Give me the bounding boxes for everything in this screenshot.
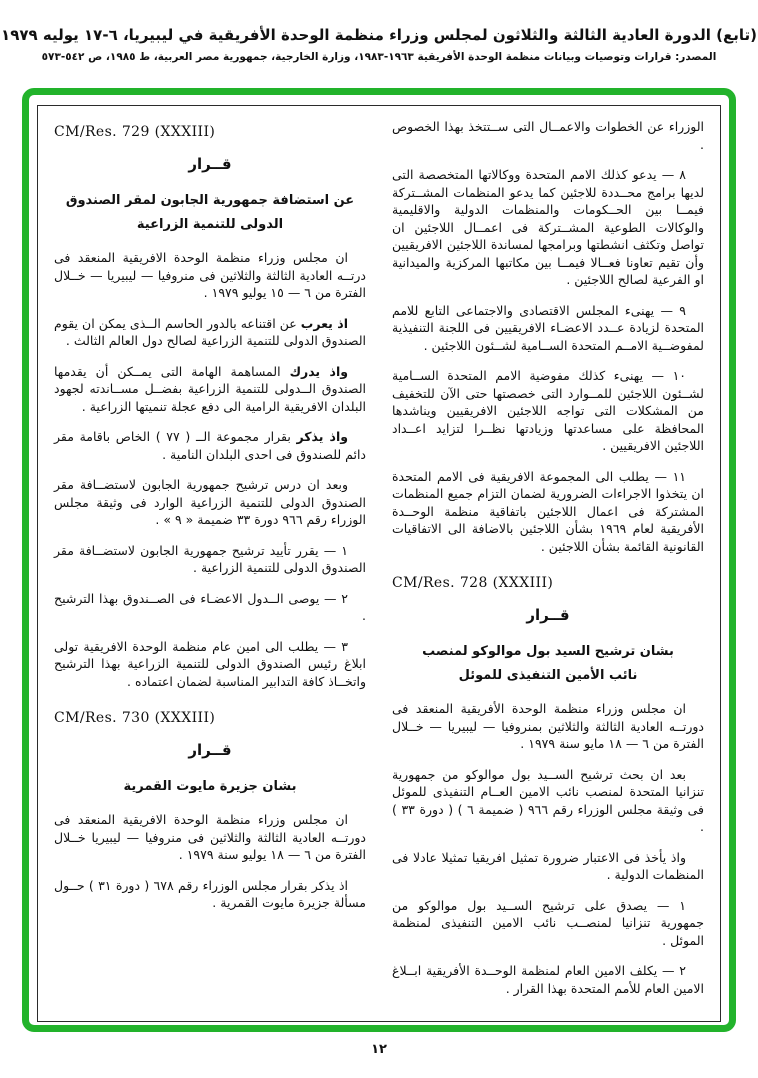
res728-paragraph-2: بعد ان بحث ترشيح الســيد بول موالوكو من جمهورية تنزانيا المتحدة لمنصب نائب الامين العــام التنفيذى للموئل فى وثيقة مجلس الوزراء رقم ٩٦٦ ( ضميمة ٦ ) ( دورة ٣٣ ) . [392,766,704,834]
res728-operative-2: ٢ — يكلف الامين العام لمنظمة الوحــدة الأفريقية ابــلاغ الامين العام للأمم المتحدة بهذا القرار . [392,963,704,996]
res729-paragraph-3-lead: واذ يدرك [289,363,348,379]
res729-paragraph-3 [54,363,366,416]
page-header [0,26,758,63]
res730-paragraph-2: اذ يذكر بقرار مجلس الوزراء رقم ٦٧٨ ( دورة ٣١ ) حــول مسألة جزيرة مايوت القمرية . [54,877,366,910]
res729-paragraph-1: ان مجلس وزراء منظمة الوحدة الافريقية المنعقد فى درتــه العادية الثالثة والثلاثين فى منروفيا — ليبيريا — خــلال الفترة من ٦ — ١٥ يوليو ١٩٧٩ . [54,250,366,300]
resolution-ref-730: CM/Res. 730 (XXXIII) [54,710,216,726]
resolution-title-728-line1: بشان ترشيح السيد بول موالوكو لمنصب [422,644,674,659]
res728-paragraph-1: ان مجلس وزراء منظمة الوحدة الأفريقية المنعقد فى دورتــه العادية الثالثة والثلاثين بمنروفيا — ليبيريا — خــلال الفترة من ٦ — ١٨ مايو سنة ١٩٧٩ . [392,701,704,751]
page-frame [37,105,721,1022]
resolution-heading-729: قــرار [188,154,232,173]
resolution-ref-729: CM/Res. 729 (XXXIII) [54,124,216,140]
resolution-title-730-line1: بشان جزيرة مايوت القمرية [123,779,297,794]
resolution-title-729-line1: عن استضافة جمهورية الجابون لمقر الصندوق [65,193,355,208]
resolution-title-728-line2: نائب الأمين التنفيذى للموئل [458,668,638,683]
res728-operative-1: ١ — يصدق على ترشيح الســيد بول موالوكو من جمهورية تنزانيا لمنصــب نائب الامين التنفيذى لمنظمة الموئل . [392,897,704,948]
res729-paragraph-4-lead: واذ يذكر [296,429,348,444]
res729-paragraph-3-text: المساهمة الهامة التى يمــكن أن يقدمها الصندوق الــدولى للتنمية الزراعية بفضــل مســاندته لجهود البلدان الافريقية الرامية الى دفع عجلة تنميتها الزراعية . [54,363,366,414]
res729-paragraph-5: وبعد ان درس ترشيح جمهورية الجابون لاستضــافة مقر الصندوق الدولى للتنمية الزراعية الوارد فى وثيقة مجلس الوزراء رقم ٩٦٦ دورة ٣٣ ضميمة « ٩ » . [54,477,366,527]
highlight-box [22,88,736,1032]
column-right [392,118,704,1013]
res729-paragraph-2 [54,315,366,350]
res729-operative-2: ٢ — يوصى الــدول الاعضـاء فى الصــندوق بهذا الترشيح . [54,590,366,623]
res729-paragraph-2-lead: اذ يعرب [300,315,348,331]
session-title: (تابع) الدورة العادية الثالثة والثلاثون لمجلس وزراء منظمة الوحدة الأفريقية في ليبيريا، ٦-١٧ يوليه ١٩٧٩ [1,26,757,44]
text-columns [54,118,704,1013]
res729-paragraph-4-text: بقرار مجموعة الــ ( ٧٧ ) الخاص باقامة مقر دائم للصندوق فى احدى البلدان النامية . [54,429,366,462]
column-left [54,118,366,1013]
paragraph-item-9: ٩ — يهنىء المجلس الاقتصادى والاجتماعى التابع للامم المتحدة لزيادة عــدد الاعضـاء الافريقيين فى اللجنة التنفيذية لمفوضــية الامــم المتحدة الســامية لشــئون اللاجئين . [392,302,704,353]
resolution-title-729 [54,189,366,237]
resolution-heading-728: قــرار [526,605,570,624]
paragraph-item-8: ٨ — يدعو كذلك الامم المتحدة ووكالاتها المتخصصة التى لديها برامج محــددة للاجئين كما يدعو المنظمات المشــتركة فيمــا بين الحــكومات والمنظمات الدولية والاقليمية والوكالات الطوعية المشــتركة فى اعمــال اللاجئين ان تواصل وتكثف انشطتها وبرامجها لمساندة اللاجئين الافريقيين وأن تقيم تعاونا فعــالا فيمــا بين مكاتبها المركزية والميدانية او الفرعية لصالح اللاجئين . [392,167,704,287]
resolution-title-730 [54,775,366,799]
resolution-ref-728: CM/Res. 728 (XXXIII) [392,575,554,591]
page-number: ١٢ [371,1042,387,1057]
paragraph-continuation: الوزراء عن الخطوات والاعمــال التى ســتتخذ بهذا الخصوص . [392,119,704,152]
res729-operative-3: ٣ — يطلب الى امين عام منظمة الوحدة الافريقية تولى ابلاغ رئيس الصندوق الدولى للتنمية الزراعية بهذا الترشيح واتخــاذ كافة التدابير المناسبة لضمان اعتماده . [54,638,366,689]
res729-paragraph-4 [54,428,366,463]
paragraph-item-11: ١١ — يطلب الى المجموعة الافريقية فى الامم المتحدة ان يتخذوا الاجراءات الضرورية لضمان التزام جميع المنظمات المشتركة فى اعمال اللاجئين باتفاقية منظمة الوحــدة الأفريقية لعام ١٩٦٩ بشأن اللاجئين بالاضافة الى الاتفاقيات القانونية القائمة بشأن اللاجئين . [392,468,705,554]
source-line: المصدر: قرارات وتوصيات وبيانات منظمة الوحدة الأفريقية ١٩٦٣-١٩٨٣، وزارة الخارجية، جمهورية مصر العربية، ط ١٩٨٥، ص ٥٤٢-٥٧٣ [41,51,717,63]
res729-paragraph-2-text: عن اقتناعه بالدور الحاسم الــذى يمكن ان يقوم الصندوق الدولى للتنمية الزراعية لصالح دول العالم الثالث . [54,315,366,348]
resolution-title-729-line2: الدولى للتنمية الزراعية [136,217,284,232]
res730-paragraph-1: ان مجلس وزراء منظمة الوحدة الافريقية المنعقد فى دورتــه العادية الثالثة والثلاثين فى منروفيا — ليبيريا خــلال الفترة من ٦ — ١٨ يوليو سنة ١٩٧٩ . [54,812,366,862]
resolution-heading-730: قــرار [188,740,232,759]
resolution-title-728 [392,640,704,688]
res729-operative-1: ١ — يقرر تأييد ترشيح جمهورية الجابون لاستضــافة مقر الصندوق الدولى للتنمية الزراعية . [54,542,366,575]
res728-paragraph-3: واذ يأخذ فى الاعتبار ضرورة تمثيل افريقيا تمثيلا عادلا فى المنظمات الدولية . [392,849,704,882]
paragraph-item-10: ١٠ — يهنىء كذلك مفوضية الامم المتحدة الســامية لشــئون اللاجئين للمــوارد التى خصصتها حتى الآن للتخفيف من المشكلات التى تواجه اللاجئين الافريقيين ويناشدها المحافظة على مساعدتها وزيادتها نظــرا لتزايد اعــداد اللاجئين الافريقيين . [392,368,704,453]
